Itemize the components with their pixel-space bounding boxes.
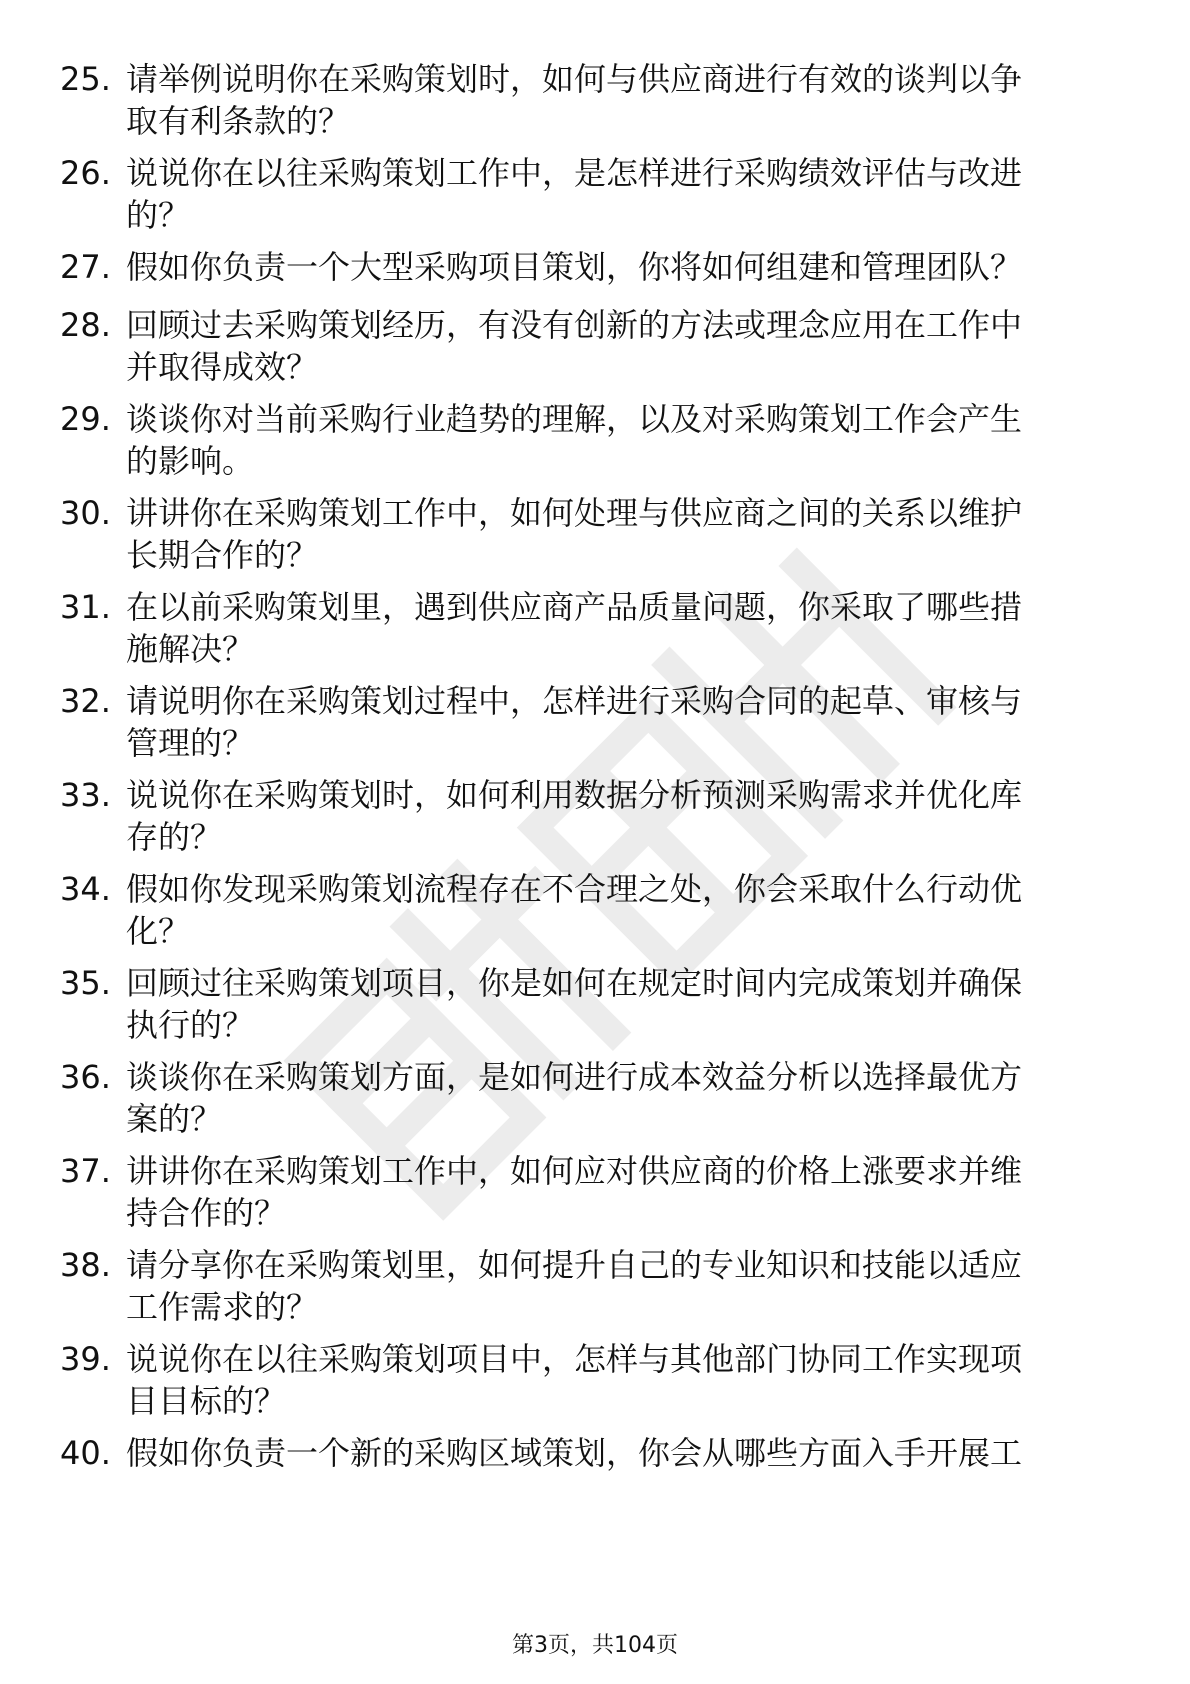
question-number: 27. (60, 248, 111, 286)
question-number: 29. (60, 400, 111, 438)
question-text: 回顾过去采购策划经历，有没有创新的方法或理念应用在工作中 并取得成效？ (126, 306, 1023, 386)
question-number: 36. (60, 1058, 111, 1096)
question-number: 32. (60, 682, 111, 720)
question-number: 33. (60, 776, 111, 814)
question-text: 请举例说明你在采购策划时，如何与供应商进行有效的谈判以争 取有利条款的？ (126, 60, 1023, 140)
question-text: 回顾过往采购策划项目，你是如何在规定时间内完成策划并确保 执行的？ (126, 964, 1023, 1044)
question-text: 假如你发现采购策划流程存在不合理之处，你会采取什么行动优 化？ (126, 870, 1023, 950)
question-text: 谈谈你对当前采购行业趋势的理解，以及对采购策划工作会产生 的影响。 (126, 400, 1023, 480)
question-number: 30. (60, 494, 111, 532)
question-number: 40. (60, 1434, 111, 1472)
page-footer: 第3页，共104页 (512, 1633, 678, 1658)
question-text: 请说明你在采购策划过程中，怎样进行采购合同的起草、审核与 管理的？ (126, 682, 1023, 762)
question-text: 说说你在采购策划时，如何利用数据分析预测采购需求并优化库 存的？ (126, 776, 1023, 856)
question-text: 假如你负责一个新的采购区域策划，你会从哪些方面入手开展工 (126, 1434, 1023, 1472)
question-number: 37. (60, 1152, 111, 1190)
question-text: 请分享你在采购策划里，如何提升自己的专业知识和技能以适应 工作需求的？ (126, 1246, 1023, 1326)
question-number: 25. (60, 60, 111, 98)
question-text: 说说你在以往采购策划项目中，怎样与其他部门协同工作实现项 目目标的？ (126, 1340, 1023, 1420)
question-text: 假如你负责一个大型采购项目策划，你将如何组建和管理团队？ (126, 248, 1023, 286)
question-text: 谈谈你在采购策划方面，是如何进行成本效益分析以选择最优方 案的？ (126, 1058, 1023, 1138)
question-number: 35. (60, 964, 111, 1002)
question-text: 在以前采购策划里，遇到供应商产品质量问题，你采取了哪些措 施解决？ (126, 588, 1023, 668)
question-number: 39. (60, 1340, 111, 1378)
question-number: 26. (60, 154, 111, 192)
question-text: 说说你在以往采购策划工作中，是怎样进行采购绩效评估与改进 的？ (126, 154, 1023, 234)
question-number: 38. (60, 1246, 111, 1284)
question-number: 28. (60, 306, 111, 344)
question-text: 讲讲你在采购策划工作中，如何处理与供应商之间的关系以维护 长期合作的？ (126, 494, 1023, 574)
question-number: 34. (60, 870, 111, 908)
question-text: 讲讲你在采购策划工作中，如何应对供应商的价格上涨要求并维 持合作的？ (126, 1152, 1023, 1232)
question-number: 31. (60, 588, 111, 626)
